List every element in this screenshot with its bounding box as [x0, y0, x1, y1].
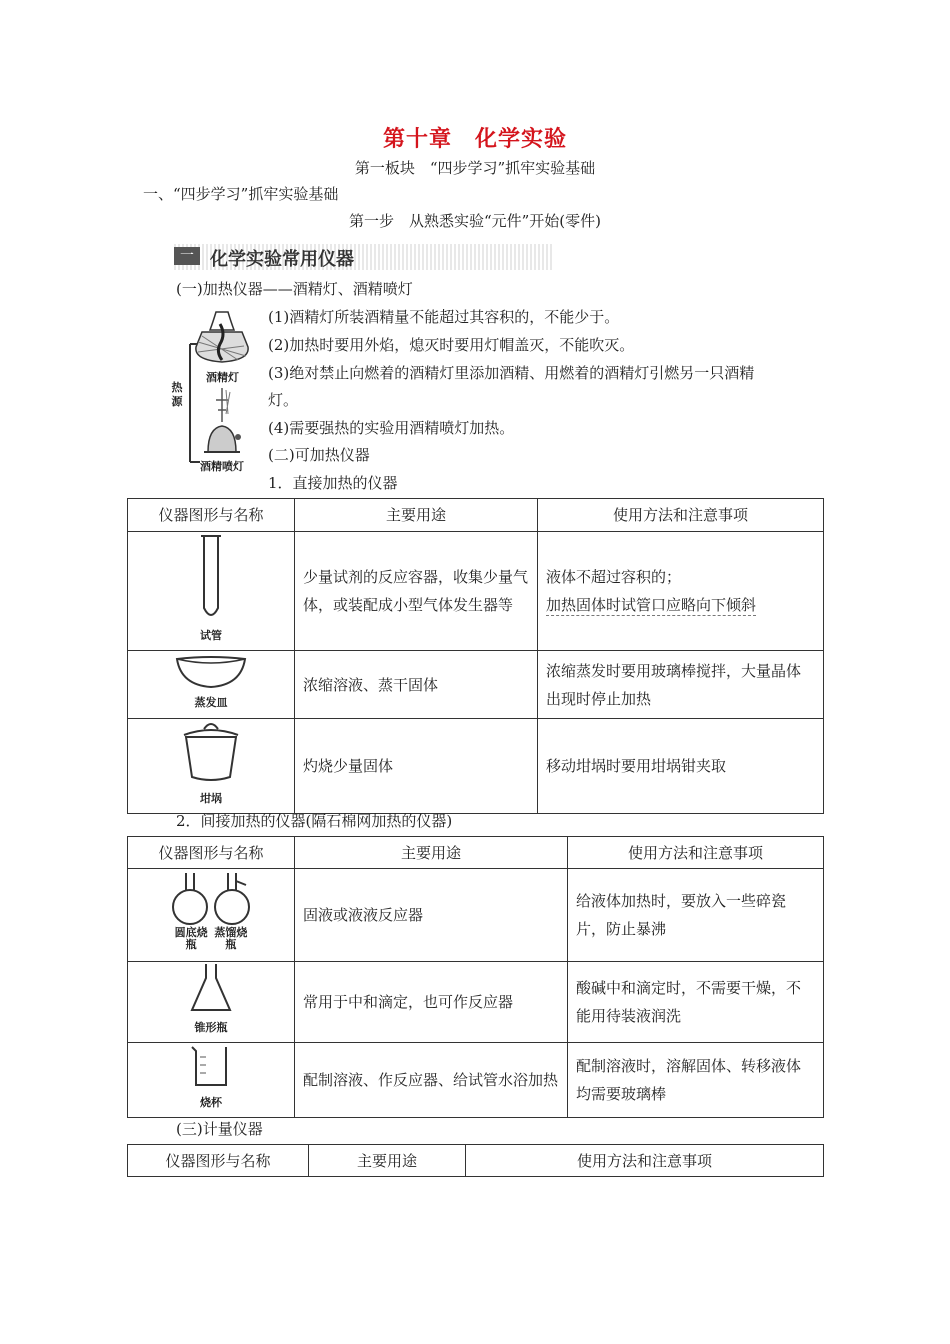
table-header-row: [128, 1145, 824, 1177]
torch-label: 酒精喷灯: [200, 460, 244, 473]
indirect-heating-table: [127, 836, 824, 1118]
part-one-heading: 一、“四步学习”抓牢实验基础: [143, 185, 339, 203]
header-cell: 主要用途: [295, 837, 568, 869]
instrument-name: 锥形瓶: [194, 1021, 228, 1034]
table-row: [128, 962, 824, 1043]
heating-item-3: (3)绝对禁止向燃着的酒精灯里添加酒精、用燃着的酒精灯引燃另一只酒精: [268, 364, 755, 382]
heat-source-label: 热源: [171, 381, 183, 408]
use-cell: 少量试剂的反应容器，收集少量气体，或装配成小型气体发生器等: [295, 532, 538, 651]
note-cell: 酸碱中和滴定时，不需要干燥，不能用待装液润洗: [568, 962, 824, 1043]
use-cell: 配制溶液、作反应器、给试管水浴加热: [295, 1043, 568, 1118]
note-cell: 移动坩埚时要用坩埚钳夹取: [538, 719, 824, 814]
note-cell: 浓缩蒸发时要用玻璃棒搅拌，大量晶体出现时停止加热: [538, 651, 824, 719]
heating-item-1: (1)酒精灯所装酒精量不能超过其容积的，不能少于。: [268, 308, 620, 326]
direct-heating-table: [127, 498, 824, 814]
test-tube-icon: [196, 532, 226, 622]
note-cell: 配制溶液时，溶解固体、转移液体均需要玻璃棒: [568, 1043, 824, 1118]
lamp-label: 酒精灯: [206, 371, 239, 384]
header-cell: 使用方法和注意事项: [538, 499, 824, 532]
note-line: 液体不超过容积的；: [546, 568, 682, 586]
chapter-title: 第十章 化学实验: [382, 127, 567, 152]
use-cell: 固液或液液反应器: [295, 869, 568, 962]
step-one-heading: 第一步 从熟悉实验“元件”开始(零件): [348, 212, 602, 230]
indirect-heading: 2．间接加热的仪器(隔石棉网加热的仪器): [176, 812, 453, 830]
conical-flask-icon: [186, 962, 236, 1014]
heating-item-3b: 灯。: [268, 391, 299, 409]
use-cell: 常用于中和滴定，也可作反应器: [295, 962, 568, 1043]
instrument-name: 试管: [200, 629, 222, 642]
table-row: [128, 869, 824, 962]
test-tube-cell: [128, 532, 295, 651]
header-cell: 使用方法和注意事项: [568, 837, 824, 869]
beaker-icon: [186, 1043, 236, 1089]
use-cell: 浓缩溶液、蒸干固体: [295, 651, 538, 719]
header-cell: 使用方法和注意事项: [466, 1145, 824, 1177]
evaporating-dish-icon: [171, 653, 251, 689]
evaporating-dish-cell: [128, 651, 295, 719]
header-cell: 主要用途: [309, 1145, 466, 1177]
table-row: [128, 532, 824, 651]
crucible-icon: [176, 719, 246, 785]
heatable-heading: (二)可加热仪器: [268, 446, 370, 464]
conical-flask-cell: [128, 962, 295, 1043]
heating-item-4: (4)需要强热的实验用酒精喷灯加热。: [268, 419, 515, 437]
table-row: [128, 719, 824, 814]
instrument-name: 烧杯: [200, 1096, 222, 1109]
banner-number: 一: [174, 247, 200, 265]
instrument-name: 蒸发皿: [194, 695, 228, 709]
table-row: [128, 1043, 824, 1118]
header-cell: 仪器图形与名称: [128, 499, 295, 532]
table-row: [128, 651, 824, 719]
use-cell: 灼烧少量固体: [295, 719, 538, 814]
measuring-table: [127, 1144, 824, 1177]
round-flask-icon: [166, 871, 256, 927]
table-header-row: [128, 499, 824, 532]
note-line: 加热固体时试管口应略向下倾斜: [546, 596, 757, 614]
section-title: 第一板块 “四步学习”抓牢实验基础: [354, 159, 596, 177]
flask-cell: [128, 869, 295, 962]
header-cell: 主要用途: [295, 499, 538, 532]
section-banner: [174, 244, 552, 270]
direct-heading: 1．直接加热的仪器: [268, 474, 398, 492]
heating-heading: (一)加热仪器——酒精灯、酒精喷灯: [176, 280, 413, 298]
beaker-cell: [128, 1043, 295, 1118]
note-cell: [538, 532, 824, 651]
header-cell: 仪器图形与名称: [128, 837, 295, 869]
instrument-name: 蒸馏烧瓶: [214, 926, 248, 951]
crucible-cell: [128, 719, 295, 814]
measure-heading: (三)计量仪器: [176, 1120, 263, 1138]
heating-item-2: (2)加热时要用外焰，熄灭时要用灯帽盖灭，不能吹灭。: [268, 336, 635, 354]
header-cell: 仪器图形与名称: [128, 1145, 309, 1177]
banner-text: 化学实验常用仪器: [210, 249, 354, 270]
instrument-name: 圆底烧瓶: [174, 926, 208, 951]
table-header-row: [128, 837, 824, 869]
instrument-name: 坩埚: [200, 792, 222, 805]
note-cell: 给液体加热时，要放入一些碎瓷片，防止暴沸: [568, 869, 824, 962]
